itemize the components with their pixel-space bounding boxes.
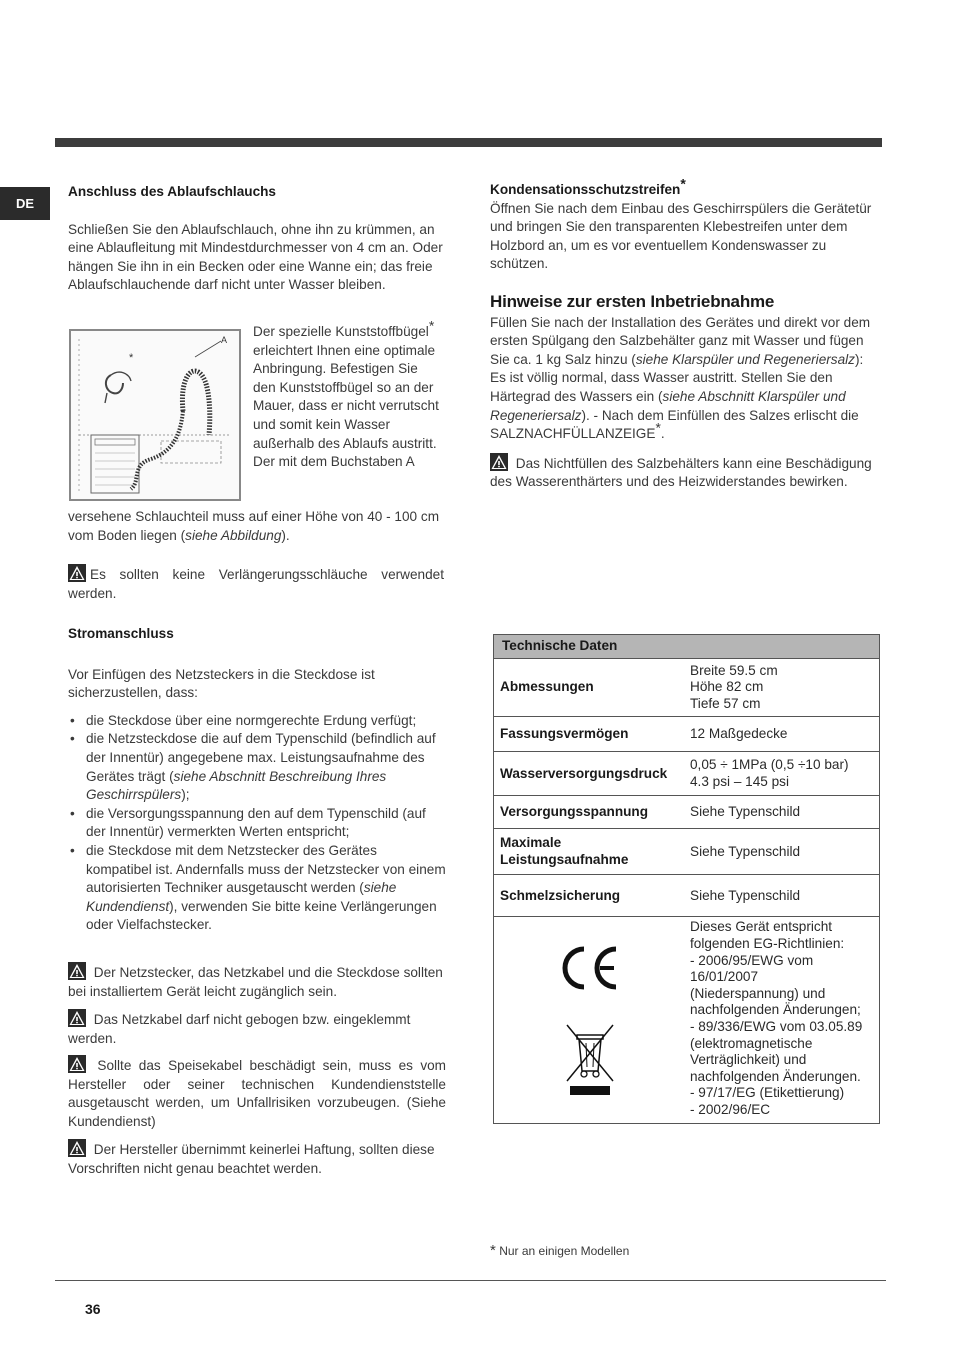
directive-line: nachfolgenden Änderungen. <box>690 1068 861 1084</box>
row-key: Wasserversorgungsdruck <box>494 752 687 796</box>
figure-caption <box>253 317 443 472</box>
footnote <box>490 1242 629 1259</box>
hose-illustration <box>71 331 239 499</box>
bullet-text: die Steckdose mit dem Netzstecker des Gerätes kompatibel ist. Andernfalls muss der Netzstecker von einem autorisierten Techniker ausgetauscht werden ( <box>86 842 446 896</box>
bullet-text: die Versorgungsspannung den auf dem Typenschild (auf der Innentür) vermerkten Werten entspricht; <box>86 805 426 840</box>
row-key: Schmelzsicherung <box>494 875 687 917</box>
power-intro: Vor Einfügen des Netzsteckers in die Steckdose ist sicherzustellen, dass: <box>68 666 375 701</box>
directive-line: (Niederspannung) und <box>690 985 826 1001</box>
row-key: Maximale Leistungsaufnahme <box>494 829 687 875</box>
table-title: Technische Daten <box>494 635 880 659</box>
power-checklist <box>68 712 446 935</box>
condensation-heading: Kondensationsschutzstreifen <box>490 182 681 197</box>
table-row <box>494 917 880 1123</box>
crossed-bin-icon <box>562 1023 618 1099</box>
certification-marks <box>494 917 687 1123</box>
table-row <box>494 717 880 752</box>
value-line: Tiefe 57 cm <box>690 695 761 711</box>
bullet-end: ); <box>181 787 190 803</box>
directive-line: folgenden EG-Richtlinien: <box>690 935 845 951</box>
directive-line: Dieses Gerät entspricht <box>690 919 833 935</box>
directive-text <box>686 917 880 1123</box>
figure-label-a: A <box>221 335 228 345</box>
table-row <box>494 875 880 917</box>
value-line: Siehe Typenschild <box>690 887 801 903</box>
technical-data-table <box>493 634 880 1124</box>
drain-p2-end: ). <box>281 527 290 543</box>
bottom-rule <box>55 1280 886 1281</box>
first-use-text: ). - Nach dem Einfüllen des Salzes erlischt die SALZNACHFÜLLANZEIGE <box>490 407 859 442</box>
first-use-text: Füllen Sie nach der Installation des Gerätes und direkt vor dem ersten Spülgang den Salzbehälter ganz mit Wasser und fügen Sie ca. 1 kg Salz hinzu ( <box>490 314 871 367</box>
power-warning-4 <box>68 1139 446 1178</box>
warning-triangle-icon <box>68 1139 86 1157</box>
warning-triangle-icon <box>68 962 86 980</box>
footnote-star: * <box>655 419 661 436</box>
row-value <box>686 658 880 717</box>
drain-hose-figure <box>69 329 241 501</box>
warning-text: Das Netzkabel darf nicht gebogen bzw. eingeklemmt werden. <box>68 1012 411 1046</box>
table-row <box>494 658 880 717</box>
drain-warning-text: Es sollten keine Verlängerungsschläuche verwendet werden. <box>68 567 444 601</box>
table-row <box>494 752 880 796</box>
directive-line: 16/01/2007 <box>690 969 759 985</box>
row-key: Abmessungen <box>494 658 687 717</box>
directive-line: nachfolgenden Änderungen; <box>690 1002 861 1018</box>
language-tab: DE <box>0 187 50 220</box>
power-warning-3 <box>68 1055 446 1131</box>
row-key: Fassungsvermögen <box>494 717 687 752</box>
warning-text: Der Hersteller übernimmt keinerlei Haftung, sollten diese Vorschriften nicht genau beachtet werden. <box>68 1142 435 1176</box>
directive-line: - 2006/95/EWG vom <box>690 952 814 968</box>
drain-height-text <box>68 508 444 545</box>
footnote-star: * <box>428 317 435 334</box>
row-value <box>686 796 880 829</box>
directive-line: Verträglichkeit) und <box>690 1052 807 1068</box>
figure-text-c: Der mit dem Buchstaben A <box>253 454 415 470</box>
directive-line: - 89/336/EWG vom 03.05.89 <box>690 1018 863 1034</box>
row-value <box>686 829 880 875</box>
value-line: 12 Maßgedecke <box>690 726 788 742</box>
first-use-text: ): Es ist völlig normal, dass Wasser austritt. Stellen Sie den Härtegrad des Wassers ein ( <box>490 351 864 404</box>
power-section <box>68 625 446 935</box>
value-line: Höhe 82 cm <box>690 679 764 695</box>
first-use-heading: Hinweise zur ersten Inbetriebnahme <box>490 292 775 311</box>
value-line: Siehe Typenschild <box>690 804 801 820</box>
warning-triangle-icon <box>68 564 86 582</box>
first-use-end: . <box>660 426 665 442</box>
drain-section <box>68 183 444 295</box>
table-row <box>494 796 880 829</box>
list-item <box>68 712 446 731</box>
table-row <box>494 829 880 875</box>
footnote-star: * <box>680 175 686 192</box>
first-use-ref: siehe Klarspüler und Regeneriersalz <box>635 351 855 367</box>
row-value <box>686 717 880 752</box>
directive-line: (elektromagnetische <box>690 1035 813 1051</box>
drain-p2-ref: siehe Abbildung <box>185 527 282 543</box>
warning-triangle-icon <box>490 453 508 471</box>
directive-line: - 2002/96/EC <box>690 1101 771 1117</box>
drain-heading: Anschluss des Ablaufschlauchs <box>68 184 276 199</box>
drain-paragraph: Schließen Sie den Ablaufschlauch, ohne ihn zu krümmen, an eine Ablaufleitung mit Mindestdurchmesser von 4 cm an. Oder hängen Sie ihn in ein Becken oder eine Wanne ein; das freie Ablaufschlauchende darf nicht unter Wasser bleiben. <box>68 221 443 293</box>
first-use-section <box>490 293 882 492</box>
list-item <box>68 805 446 842</box>
footnote-star: * <box>490 1242 496 1259</box>
bullet-ref: siehe Kundendienst <box>86 880 397 914</box>
footnote-text: Nur an einigen Modellen <box>499 1244 630 1258</box>
condensation-paragraph: Öffnen Sie nach dem Einbau des Geschirrspülers die Gerätetür und bringen Sie den transparenten Klebestreifen unter dem Holzbord an, um es vor eventuellem Kondenswasser zu schützen. <box>490 200 872 272</box>
power-warning-1 <box>68 962 446 1001</box>
bullet-text: die Netzsteckdose die auf dem Typenschild (befindlich auf der Innentür) angegebene max. Leistungsaufnahme des Gerätes trägt ( <box>86 731 436 784</box>
ce-mark-icon <box>558 943 622 993</box>
warning-triangle-icon <box>68 1055 86 1073</box>
warning-text: Der Netzstecker, das Netzkabel und die Steckdose sollten bei installiertem Gerät leicht zugänglich sein. <box>68 965 443 999</box>
list-item <box>68 842 446 935</box>
bullet-ref: siehe Abschnitt Beschreibung Ihres Geschirrspülers <box>86 768 387 803</box>
bullet-end: ), verwenden Sie bitte keine Verlängerungen oder Vielfachstecker. <box>86 898 437 933</box>
row-key: Versorgungsspannung <box>494 796 687 829</box>
drain-warning <box>68 564 444 603</box>
figure-label-star: * <box>129 352 134 364</box>
value-line: 4.3 psi – 145 psi <box>690 773 789 789</box>
value-line: 0,05 ÷ 1MPa (0,5 ÷10 bar) <box>690 757 849 773</box>
page-number: 36 <box>85 1301 101 1317</box>
value-line: Breite 59.5 cm <box>690 662 778 678</box>
condensation-section <box>490 175 882 274</box>
list-item <box>68 730 446 804</box>
row-value <box>686 875 880 917</box>
figure-text-a: Der spezielle Kunststoffbügel <box>253 324 429 339</box>
power-heading: Stromanschluss <box>68 626 174 641</box>
top-rule <box>55 138 882 147</box>
warning-triangle-icon <box>68 1009 86 1027</box>
first-use-ref: siehe Abschnitt Klarspüler und Regeneriersalz <box>490 388 846 423</box>
directive-line: - 97/17/EG (Etikettierung) <box>690 1085 845 1101</box>
value-line: Siehe Typenschild <box>690 843 801 859</box>
power-warning-2 <box>68 1009 446 1048</box>
figure-text-b: erleichtert Ihnen eine optimale Anbringung. Befestigen Sie den Kunststoffbügel so an der Mauer, dass er nicht verrutscht und somit kein Wasser außerhalb des Ablaufs austritt. <box>253 342 439 451</box>
drain-p2-text: versehene Schlauchteil muss auf einer Höhe von 40 - 100 cm vom Boden liegen ( <box>68 509 440 543</box>
warning-text: Sollte das Speisekabel beschädigt sein, muss es vom Hersteller oder seiner technischen Kundendienststelle ausgetauscht werden, um Unfallrisiken vorzubeugen. (Siehe Kundendienst) <box>68 1058 447 1129</box>
row-value <box>686 752 880 796</box>
first-use-warning: Das Nichtfüllen des Salzbehälters kann eine Beschädigung des Wasserenthärters und des Heizwiderstandes bewirken. <box>490 455 872 490</box>
bullet-text: die Steckdose über eine normgerechte Erdung verfügt; <box>86 712 417 728</box>
